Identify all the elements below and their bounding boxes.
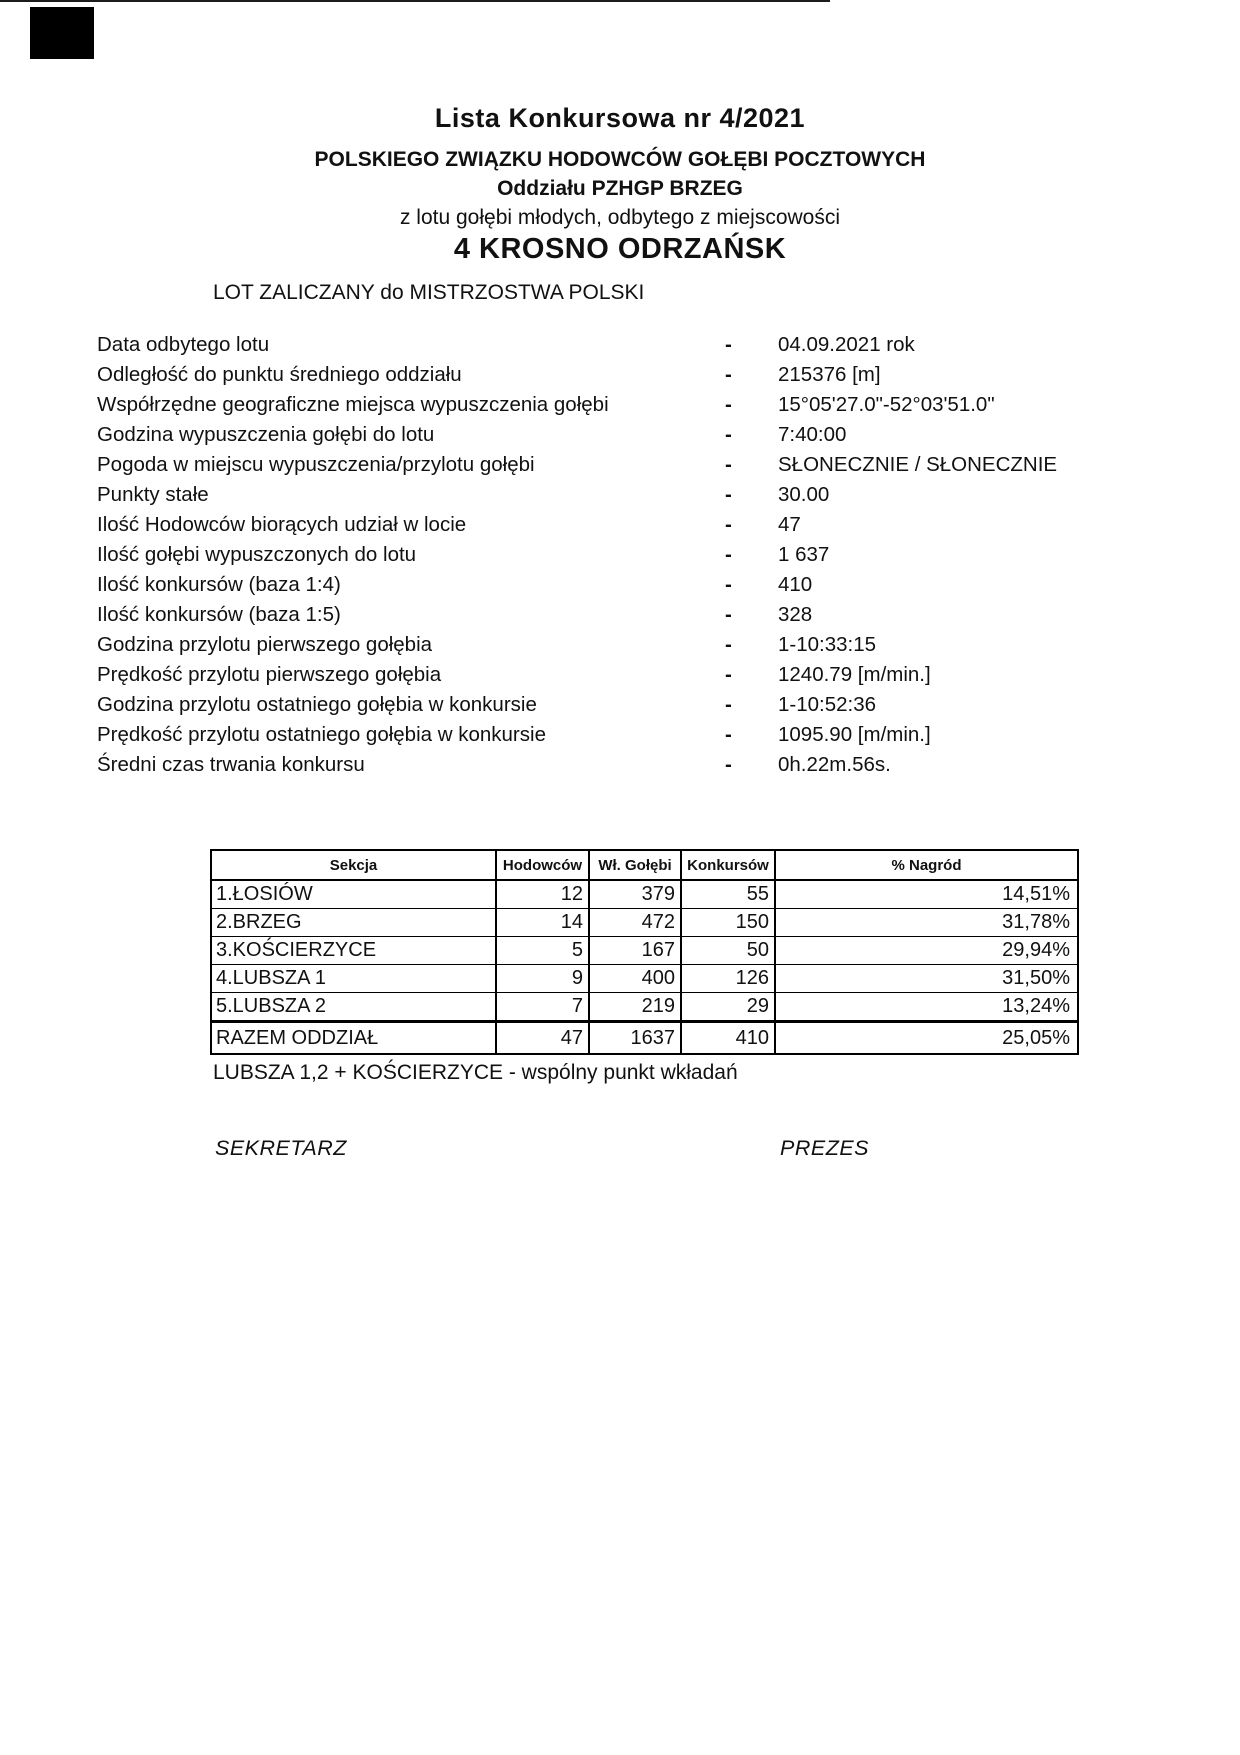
detail-label: Ilość Hodowców biorących udział w locie [97,513,467,536]
detail-value: SŁONECZNIE / SŁONECZNIE [778,453,1058,476]
detail-label: Data odbytego lotu [97,333,270,356]
organization-name: POLSKIEGO ZWIĄZKU HODOWCÓW GOŁĘBI POCZTOWYCH [314,148,926,171]
detail-value: 47 [778,513,801,536]
column-header: Konkursów [681,850,775,880]
detail-row [97,570,1147,600]
detail-row [97,480,1147,510]
detail-row [97,600,1147,630]
detail-label: Pogoda w miejscu wypuszczenia/przylotu gołębi [97,453,535,476]
cell-nagrod: 31,78% [775,909,1078,937]
flight-details [97,330,1147,780]
cell-konkursow: 410 [681,1022,775,1055]
detail-separator: - [725,633,732,656]
signature-secretary: SEKRETARZ [215,1136,347,1160]
detail-label: Prędkość przylotu pierwszego gołębia [97,663,442,686]
detail-separator: - [725,573,732,596]
cell-golebi: 219 [589,993,681,1022]
detail-value: 1 637 [778,543,830,566]
detail-label: Odległość do punktu średniego oddziału [97,363,462,386]
detail-value: 04.09.2021 rok [778,333,915,356]
cell-hodowcow: 7 [496,993,589,1022]
cell-sekcja: 2.BRZEG [211,909,496,937]
detail-label: Punkty stałe [97,483,209,506]
cell-nagrod: 13,24% [775,993,1078,1022]
detail-separator: - [725,453,732,476]
sections-table [210,849,1079,1055]
cell-konkursow: 50 [681,937,775,965]
cell-golebi: 1637 [589,1022,681,1055]
cell-hodowcow: 14 [496,909,589,937]
detail-row [97,660,1147,690]
detail-label: Współrzędne geograficzne miejsca wypuszczenia gołębi [97,393,609,416]
detail-separator: - [725,603,732,626]
detail-value: 1-10:52:36 [778,693,877,716]
detail-separator: - [725,723,732,746]
detail-separator: - [725,393,732,416]
detail-value: 7:40:00 [778,423,847,446]
scan-artifact-block [30,7,94,59]
cell-hodowcow: 12 [496,880,589,909]
flight-description: z lotu gołębi młodych, odbytego z miejscowości [399,206,841,229]
document-title: Lista Konkursowa nr 4/2021 [434,103,806,133]
cell-golebi: 167 [589,937,681,965]
detail-row [97,390,1147,420]
cell-hodowcow: 5 [496,937,589,965]
signature-president: PREZES [780,1136,870,1160]
detail-row [97,540,1147,570]
detail-separator: - [725,543,732,566]
cell-konkursow: 126 [681,965,775,993]
cell-golebi: 379 [589,880,681,909]
detail-row [97,450,1147,480]
detail-label: Ilość konkursów (baza 1:4) [97,573,341,596]
cell-hodowcow: 47 [496,1022,589,1055]
cell-konkursow: 29 [681,993,775,1022]
detail-value: 215376 [m] [778,363,881,386]
release-site: 4 KROSNO ODRZAŃSK [453,233,787,265]
cell-nagrod: 25,05% [775,1022,1078,1055]
detail-label: Ilość konkursów (baza 1:5) [97,603,341,626]
table-row [211,993,1078,1022]
table-row [211,880,1078,909]
detail-row [97,510,1147,540]
cell-hodowcow: 9 [496,965,589,993]
qualifier-line: LOT ZALICZANY do MISTRZOSTWA POLSKI [213,281,645,304]
detail-value: 1240.79 [m/min.] [778,663,931,686]
detail-label: Godzina przylotu pierwszego gołębia [97,633,433,656]
detail-separator: - [725,513,732,536]
column-header: Wł. Gołębi [589,850,681,880]
table-row [211,937,1078,965]
detail-row [97,330,1147,360]
cell-golebi: 472 [589,909,681,937]
detail-row [97,690,1147,720]
detail-value: 1-10:33:15 [778,633,877,656]
table-footnote: LUBSZA 1,2 + KOŚCIERZYCE - wspólny punkt wkładań [213,1061,738,1084]
column-header: % Nagród [775,850,1078,880]
detail-row [97,750,1147,780]
table-row [211,909,1078,937]
detail-value: 328 [778,603,813,626]
total-row [211,1022,1078,1055]
detail-separator: - [725,423,732,446]
detail-label: Prędkość przylotu ostatniego gołębia w konkursie [97,723,546,746]
detail-value: 410 [778,573,813,596]
header-rule [0,0,830,2]
detail-separator: - [725,693,732,716]
detail-separator: - [725,483,732,506]
cell-sekcja: 3.KOŚCIERZYCE [211,937,496,965]
detail-separator: - [725,333,732,356]
detail-row [97,360,1147,390]
branch-name: Oddziału PZHGP BRZEG [497,177,743,200]
cell-nagrod: 14,51% [775,880,1078,909]
column-header: Hodowców [496,850,589,880]
detail-row [97,630,1147,660]
detail-value: 30.00 [778,483,830,506]
table-header-row [211,850,1078,880]
sections-table-wrap [210,849,1079,1055]
cell-nagrod: 29,94% [775,937,1078,965]
cell-golebi: 400 [589,965,681,993]
detail-label: Średni czas trwania konkursu [97,753,365,776]
detail-separator: - [725,663,732,686]
cell-sekcja: 1.ŁOSIÓW [211,880,496,909]
detail-separator: - [725,753,732,776]
detail-label: Godzina wypuszczenia gołębi do lotu [97,423,435,446]
cell-sekcja: 5.LUBSZA 2 [211,993,496,1022]
cell-nagrod: 31,50% [775,965,1078,993]
detail-separator: - [725,363,732,386]
detail-value: 15°05'27.0"-52°03'51.0" [778,393,995,416]
detail-value: 0h.22m.56s. [778,753,891,776]
detail-row [97,420,1147,450]
cell-sekcja: 4.LUBSZA 1 [211,965,496,993]
detail-label: Godzina przylotu ostatniego gołębia w konkursie [97,693,537,716]
cell-konkursow: 150 [681,909,775,937]
detail-value: 1095.90 [m/min.] [778,723,931,746]
cell-sekcja: RAZEM ODDZIAŁ [211,1022,496,1055]
cell-konkursow: 55 [681,880,775,909]
detail-row [97,720,1147,750]
column-header: Sekcja [211,850,496,880]
table-row [211,965,1078,993]
detail-label: Ilość gołębi wypuszczonych do lotu [97,543,417,566]
